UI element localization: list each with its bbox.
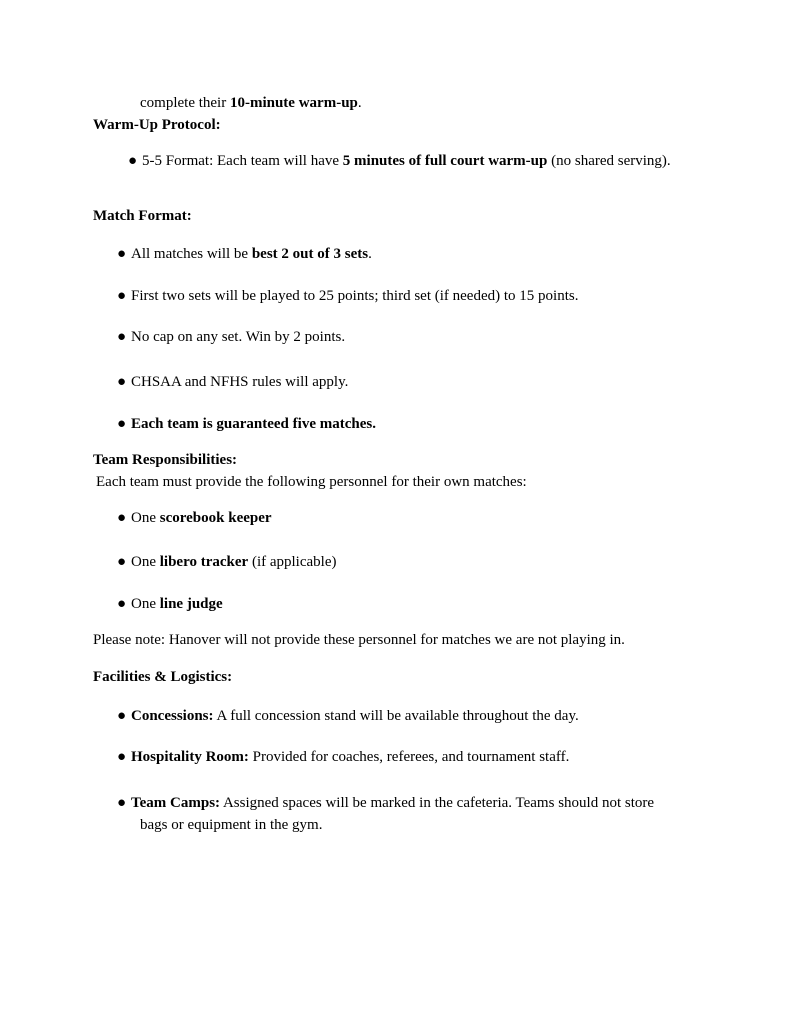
team-b1-pre: One xyxy=(131,510,160,526)
warmup-heading xyxy=(93,116,221,134)
facilities-heading xyxy=(93,668,232,686)
team-b2-post: (if applicable) xyxy=(248,554,337,570)
match-bullet-4 xyxy=(117,373,348,391)
facilities-bullet-3 xyxy=(117,794,654,812)
team-note xyxy=(93,631,625,649)
warmup-bullet-pre: 5-5 Format: Each team will have xyxy=(142,153,343,169)
facilities-b1-bold: Concessions: xyxy=(131,708,214,724)
warmup-bullet xyxy=(128,152,671,170)
team-b3-bold: line judge xyxy=(159,596,223,612)
team-note-text: Please note: Hanover will not provide these personnel for matches we are not playing in. xyxy=(93,632,625,648)
bullet-icon: ● xyxy=(117,416,127,432)
bullet-icon: ● xyxy=(117,795,127,811)
facilities-bullet-2 xyxy=(117,748,569,766)
match-b4-text: CHSAA and NFHS rules will apply. xyxy=(131,374,349,390)
match-bullet-5 xyxy=(117,415,376,433)
match-bullet-1 xyxy=(117,245,372,263)
bullet-icon: ● xyxy=(117,708,127,724)
warmup-bullet-post: (no shared serving). xyxy=(547,153,671,169)
team-intro xyxy=(96,473,527,491)
match-bullet-3 xyxy=(117,328,345,346)
bullet-icon: ● xyxy=(117,288,127,304)
match-b5-text: Each team is guaranteed five matches. xyxy=(131,416,376,432)
team-intro-text: Each team must provide the following personnel for their own matches: xyxy=(96,474,527,490)
match-b2-text: First two sets will be played to 25 points; third set (if needed) to 15 points. xyxy=(131,288,579,304)
facilities-b3-bold: Team Camps: xyxy=(131,795,221,811)
warmup-heading-text: Warm-Up Protocol: xyxy=(93,117,221,133)
team-bullet-1 xyxy=(117,509,272,527)
intro-bold: 10-minute warm-up xyxy=(229,95,358,111)
bullet-icon: ● xyxy=(117,329,127,345)
facilities-bullet-1 xyxy=(117,707,579,725)
bullet-icon: ● xyxy=(128,153,138,169)
facilities-heading-text: Facilities & Logistics: xyxy=(93,669,233,685)
facilities-b2-post: Provided for coaches, referees, and tournament staff. xyxy=(248,749,570,765)
match-b3-text: No cap on any set. Win by 2 points. xyxy=(131,329,346,345)
team-b2-bold: libero tracker xyxy=(159,554,249,570)
bullet-icon: ● xyxy=(117,596,127,612)
bullet-icon: ● xyxy=(117,554,127,570)
bullet-icon: ● xyxy=(117,749,127,765)
match-b1-pre: All matches will be xyxy=(131,246,252,262)
team-bullet-3 xyxy=(117,595,223,613)
team-bullet-2 xyxy=(117,553,337,571)
team-b3-pre: One xyxy=(131,596,160,612)
facilities-b1-post: A full concession stand will be available throughout the day. xyxy=(213,708,579,724)
intro-line xyxy=(140,94,362,112)
team-heading-text: Team Responsibilities: xyxy=(93,452,238,468)
team-heading xyxy=(93,451,237,469)
bullet-icon: ● xyxy=(117,510,127,526)
facilities-b3-post: Assigned spaces will be marked in the cafeteria. Teams should not store xyxy=(220,795,655,811)
match-heading-text: Match Format: xyxy=(93,208,192,224)
intro-post: . xyxy=(357,95,362,111)
match-b1-bold: best 2 out of 3 sets xyxy=(251,246,369,262)
facilities-b2-bold: Hospitality Room: xyxy=(131,749,249,765)
bullet-icon: ● xyxy=(117,374,127,390)
bullet-icon: ● xyxy=(117,246,127,262)
intro-text: complete their xyxy=(140,95,230,111)
facilities-bullet-3-continuation xyxy=(140,816,322,834)
team-b2-pre: One xyxy=(131,554,160,570)
facilities-b3-cont-text: bags or equipment in the gym. xyxy=(140,817,323,833)
match-bullet-2 xyxy=(117,287,578,305)
match-b1-post: . xyxy=(368,246,372,262)
match-heading xyxy=(93,207,192,225)
team-b1-bold: scorebook keeper xyxy=(159,510,272,526)
warmup-bullet-bold: 5 minutes of full court warm-up xyxy=(342,153,548,169)
